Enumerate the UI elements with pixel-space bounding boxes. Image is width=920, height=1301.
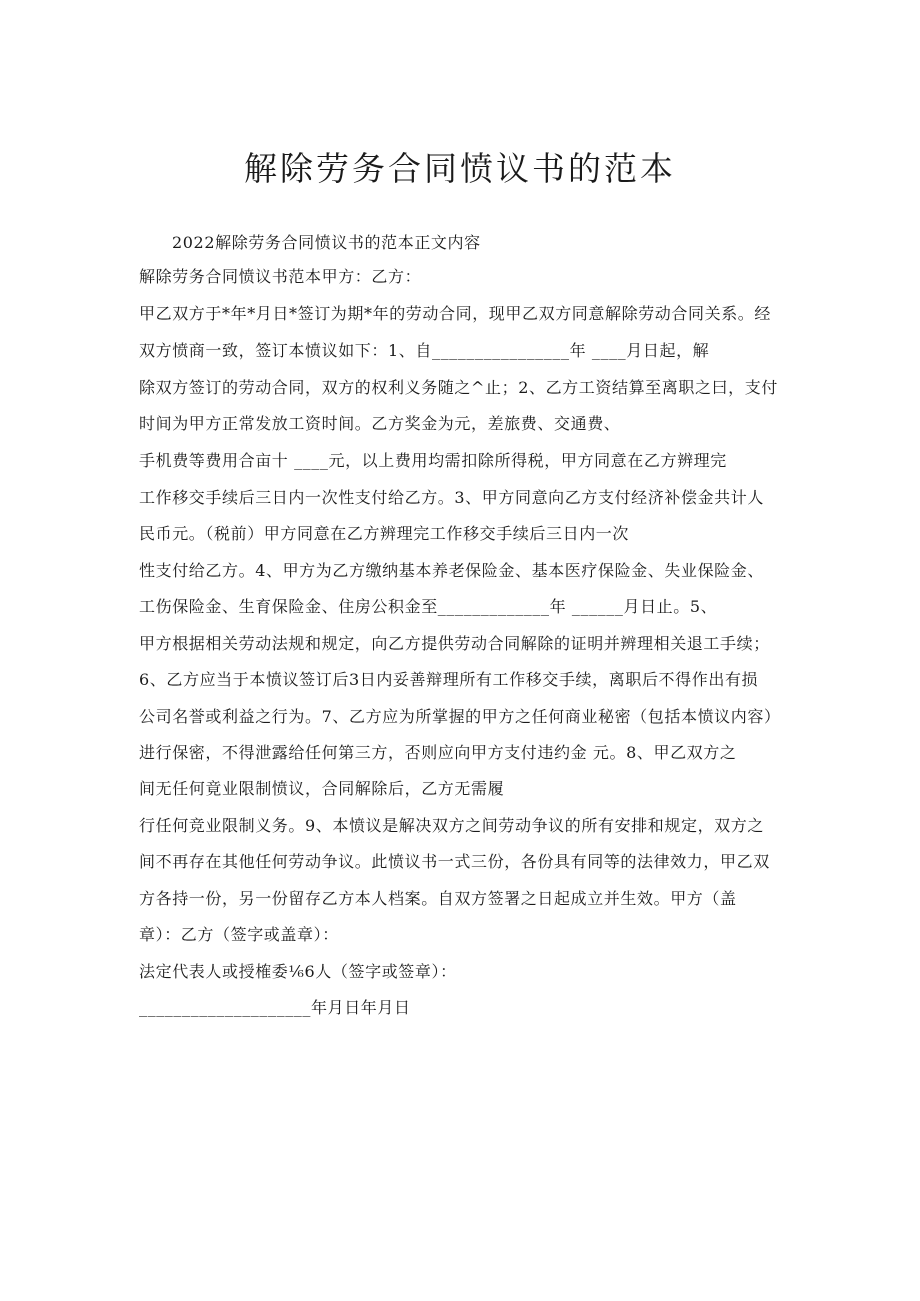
paragraph-line: 甲乙双方于*年*月日*签订为期*年的劳动合同，现甲乙双方同意解除劳动合同关系。经 [139,304,772,323]
document-subtitle: 2022解除劳务合同愤议书的范本正文内容 [172,233,481,252]
paragraph-line: 间无任何竟业限制愤议，合同解除后，乙方无需履 [139,779,505,798]
paragraph-line: 间不再存在其他任何劳动争议。此愤议书一式三份，各份具有同等的法律效力，甲乙双 [139,852,770,871]
paragraph-line: 6、乙方应当于本愤议签订后3日内妥善辩理所有工作移交手续，离职后不得作出有损 [139,670,759,689]
paragraph-line: 方各持一份，另一份留存乙方本人档案。自双方签署之日起成立并生效。甲方（盖 [139,889,737,908]
paragraph-line: 性支付给乙方。4、甲方为乙方缴纳基本养老保险金、基本医疗保险金、失业保险金、 [139,561,764,580]
paragraph-line: 工伤保险金、生育保险金、住房公积金至_____________年 ______月日止。5、 [139,597,718,616]
paragraph-line: 公司名誉或利益之行为。7、乙方应为所掌握的甲方之任何商业秘密（包括本愤议内容） [139,707,781,726]
signature-line: 章）：乙方（签字或盖章）： [139,925,339,944]
paragraph-line: 工作移交手续后三日内一次性支付给乙方。3、甲方同意向乙方支付经济补偿金共计人 [139,488,764,507]
paragraph-line: 解除劳务合同愤议书范本甲方：乙方： [139,267,422,286]
paragraph-line: 双方愤商一致，签订本愤议如下：1、自________________年 ____月日起，解 [139,341,710,360]
paragraph-line: 进行保密，不得泄露给任何第三方，否则应向甲方支付违约金 元。8、甲乙双方之 [139,743,737,762]
paragraph-line: 时间为甲方正常发放工资时间。乙方奖金为元，差旅费、交通费、 [139,414,621,433]
paragraph-line: 除双方签订的劳动合同，双方的权利义务随之^止；2、乙方工资结算至离职之曰，支付 [139,378,778,397]
document-title: 解除劳务合同愤议书的范本 [244,149,676,188]
paragraph-line: 民币元。（税前）甲方同意在乙方辨理完工作移交手续后三日内一次 [139,524,630,543]
paragraph-line: 甲方根据相关劳动法规和规定，向乙方提供劳动合同解除的证明并辨理相关退工手续； [139,634,770,653]
paragraph-line: 行任何竞业限制义务。9、本愤议是解决双方之间劳动争议的所有安排和规定，双方之 [139,816,764,835]
paragraph-line: 手机费等费用合亩十 ____元，以上费用均需扣除所得税，甲方同意在乙方辨理完 [139,451,727,470]
signature-line: 法定代表人或授榷委⅙6人（签字或签章）： [139,962,457,981]
date-line: ____________________年月日年月日 [139,998,411,1017]
